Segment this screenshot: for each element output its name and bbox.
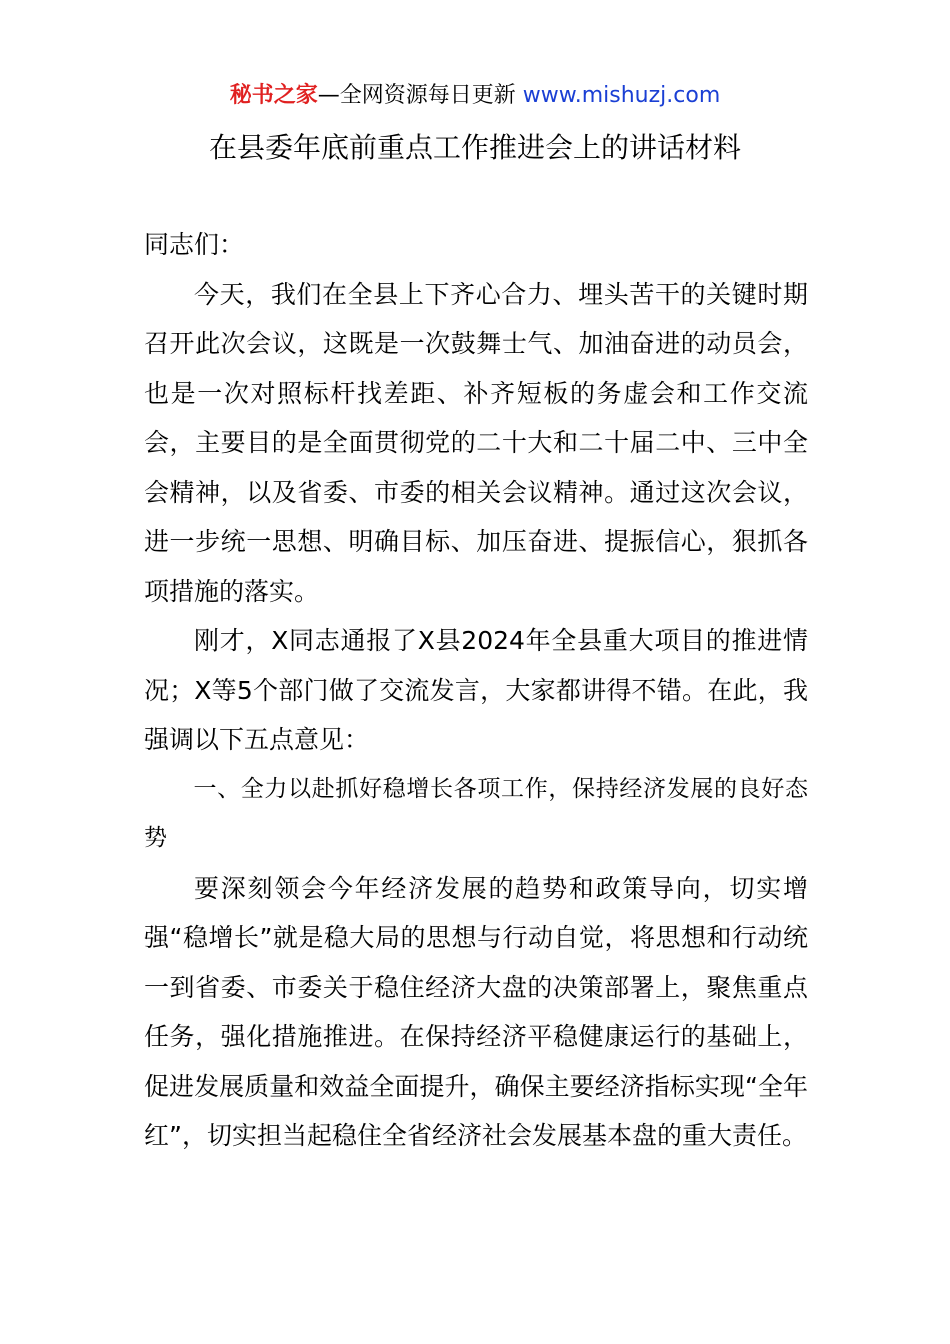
header-tagline: —全网资源每日更新 bbox=[317, 83, 516, 108]
salutation: 同志们： bbox=[144, 230, 245, 259]
section-heading-1: 一、全力以赴抓好稳增长各项工作，保持经济发展的良好态势 bbox=[144, 775, 808, 851]
paragraph-intro: 今天，我们在全县上下齐心合力、埋头苦干的关键时期召开此次会议，这既是一次鼓舞士气、加油奋进的动员会，也是一次对照标杆找差距、补齐短板的务虚会和工作交流会，主要目的是全面贯彻党的二十大和二十届二中、三中全会精神，以及省委、市委的相关会议精神。通过这次会议，进一步统一思想、明确目标、加压奋进、提振信心，狠抓各项措施的落实。 bbox=[144, 279, 808, 606]
paragraph-summary: 刚才，X同志通报了X县2024年全县重大项目的推进情况；X等5个部门做了交流发言，大家都讲得不错。在此，我强调以下五点意见： bbox=[144, 626, 808, 754]
brand-name: 秘书之家 bbox=[229, 83, 318, 108]
section-1-paragraph: 要深刻领会今年经济发展的趋势和政策导向，切实增强“稳增长”就是稳大局的思想与行动自觉，将思想和行动统一到省委、市委关于稳住经济大盘的决策部署上，聚焦重点任务，强化措施推进。在保持经济平稳健康运行的基础上，促进发展质量和效益全面提升，确保主要经济指标实现“全年红”，切实担当起稳住全省经济社会发展基本盘的重大责任。 bbox=[144, 873, 808, 1150]
document-body bbox=[144, 220, 808, 1161]
site-url[interactable]: www.mishuzj.com bbox=[522, 83, 721, 108]
page-title: 在县委年底前重点工作推进会上的讲话材料 bbox=[208, 131, 741, 164]
site-header bbox=[0, 80, 950, 112]
